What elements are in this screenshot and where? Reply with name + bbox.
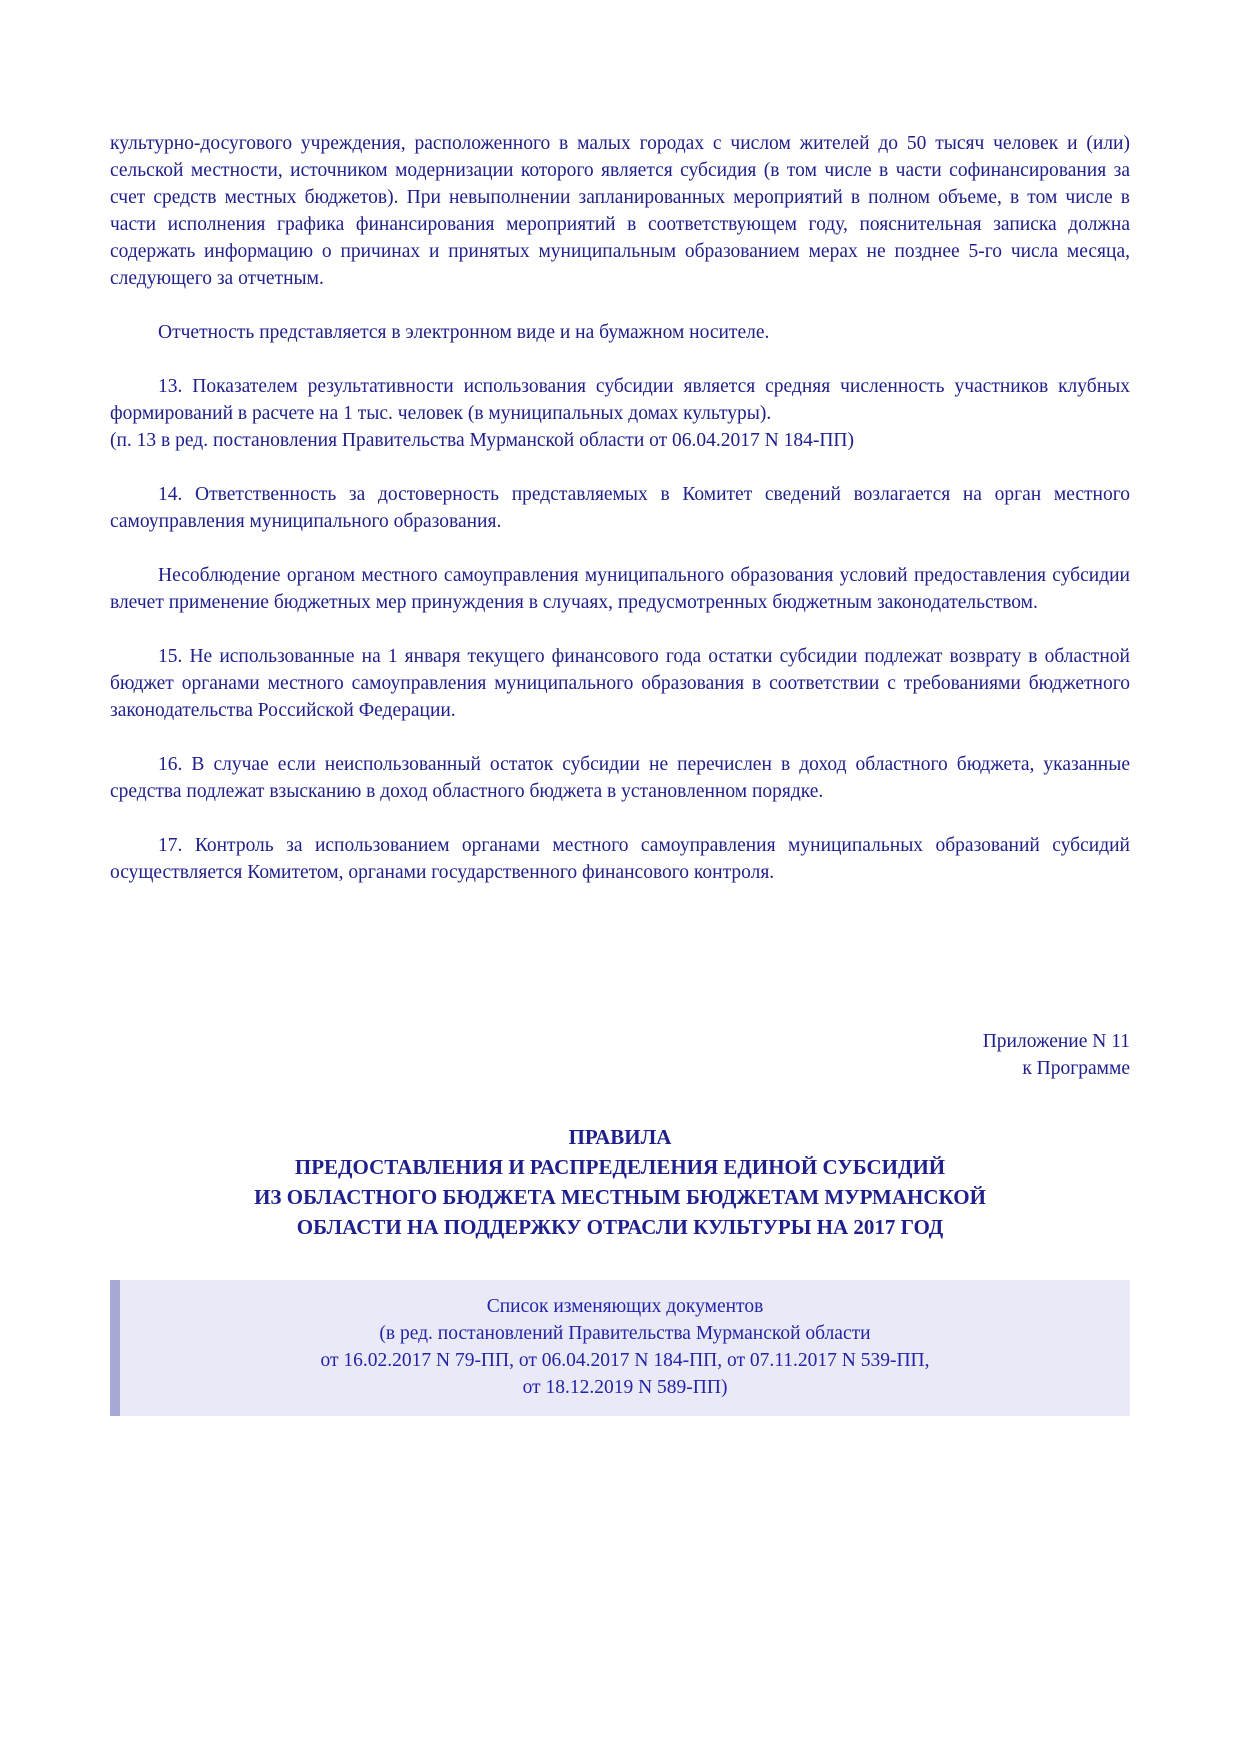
amendments-box-line: от 16.02.2017 N 79-ПП, от 06.04.2017 N 184-ПП, от 07.11.2017 N 539-ПП, [320, 1350, 930, 1371]
amendments-box [110, 1280, 1130, 1416]
paragraph-item-13: 13. Показателем результативности использования субсидии является средняя численность участников клубных формирований в расчете на 1 тыс. человек (в муниципальных домах культуры). [110, 376, 1130, 424]
appendix-line-1: Приложение N 11 [982, 1031, 1130, 1052]
paragraph: Несоблюдение органом местного самоуправления муниципального образования условий предоставления субсидии влечет применение бюджетных мер принуждения в случаях, предусмотренных бюджетным законодательством. [110, 565, 1130, 613]
title-line: ОБЛАСТИ НА ПОДДЕРЖКУ ОТРАСЛИ КУЛЬТУРЫ НА 2017 ГОД [296, 1215, 944, 1239]
title-line: ИЗ ОБЛАСТНОГО БЮДЖЕТА МЕСТНЫМ БЮДЖЕТАМ МУРМАНСКОЙ [254, 1185, 986, 1209]
paragraph-item-15: 15. Не использованные на 1 января текущего финансового года остатки субсидии подлежат возврату в областной бюджет органами местного самоуправления муниципального образования в соответствии с требованиями бюджетного законодательства Российской Федерации. [110, 646, 1130, 721]
paragraph: Отчетность представляется в электронном виде и на бумажном носителе. [158, 322, 770, 343]
paragraph-continuation: культурно-досугового учреждения, расположенного в малых городах с числом жителей до 50 тысяч человек и (или) сельской местности, источником модернизации которого является субсидия (в том числе в части софинансирования за счет средств местных бюджетов). При невыполнении запланированных мероприятий в полном объеме, в том числе в части исполнения графика финансирования мероприятий в соответствующем году, пояснительная записка должна содержать информацию о причинах и принятых муниципальным образованием мерах не позднее 5-го числа месяца, следующего за отчетным. [110, 133, 1130, 289]
amendments-box-line: от 18.12.2019 N 589-ПП) [522, 1377, 728, 1398]
title-line: ПРАВИЛА [568, 1125, 672, 1149]
amendments-box-line: (в ред. постановлений Правительства Мурманской области [379, 1323, 871, 1344]
amendments-box-line: Список изменяющих документов [486, 1296, 764, 1317]
paragraph-item-14: 14. Ответственность за достоверность представляемых в Комитет сведений возлагается на орган местного самоуправления муниципального образования. [110, 484, 1130, 532]
appendix-reference [110, 1028, 1130, 1082]
amendment-note: (п. 13 в ред. постановления Правительства Мурманской области от 06.04.2017 N 184-ПП) [110, 430, 855, 451]
paragraph-item-16: 16. В случае если неиспользованный остаток субсидии не перечислен в доход областного бюджета, указанные средства подлежат взысканию в доход областного бюджета в установленном порядке. [110, 754, 1130, 802]
appendix-line-2: к Программе [1022, 1058, 1130, 1079]
document-title [110, 1122, 1130, 1242]
title-line: ПРЕДОСТАВЛЕНИЯ И РАСПРЕДЕЛЕНИЯ ЕДИНОЙ СУБСИДИЙ [294, 1155, 946, 1179]
paragraph-item-17: 17. Контроль за использованием органами местного самоуправления муниципальных образований субсидий осуществляется Комитетом, органами государственного финансового контроля. [110, 835, 1130, 883]
